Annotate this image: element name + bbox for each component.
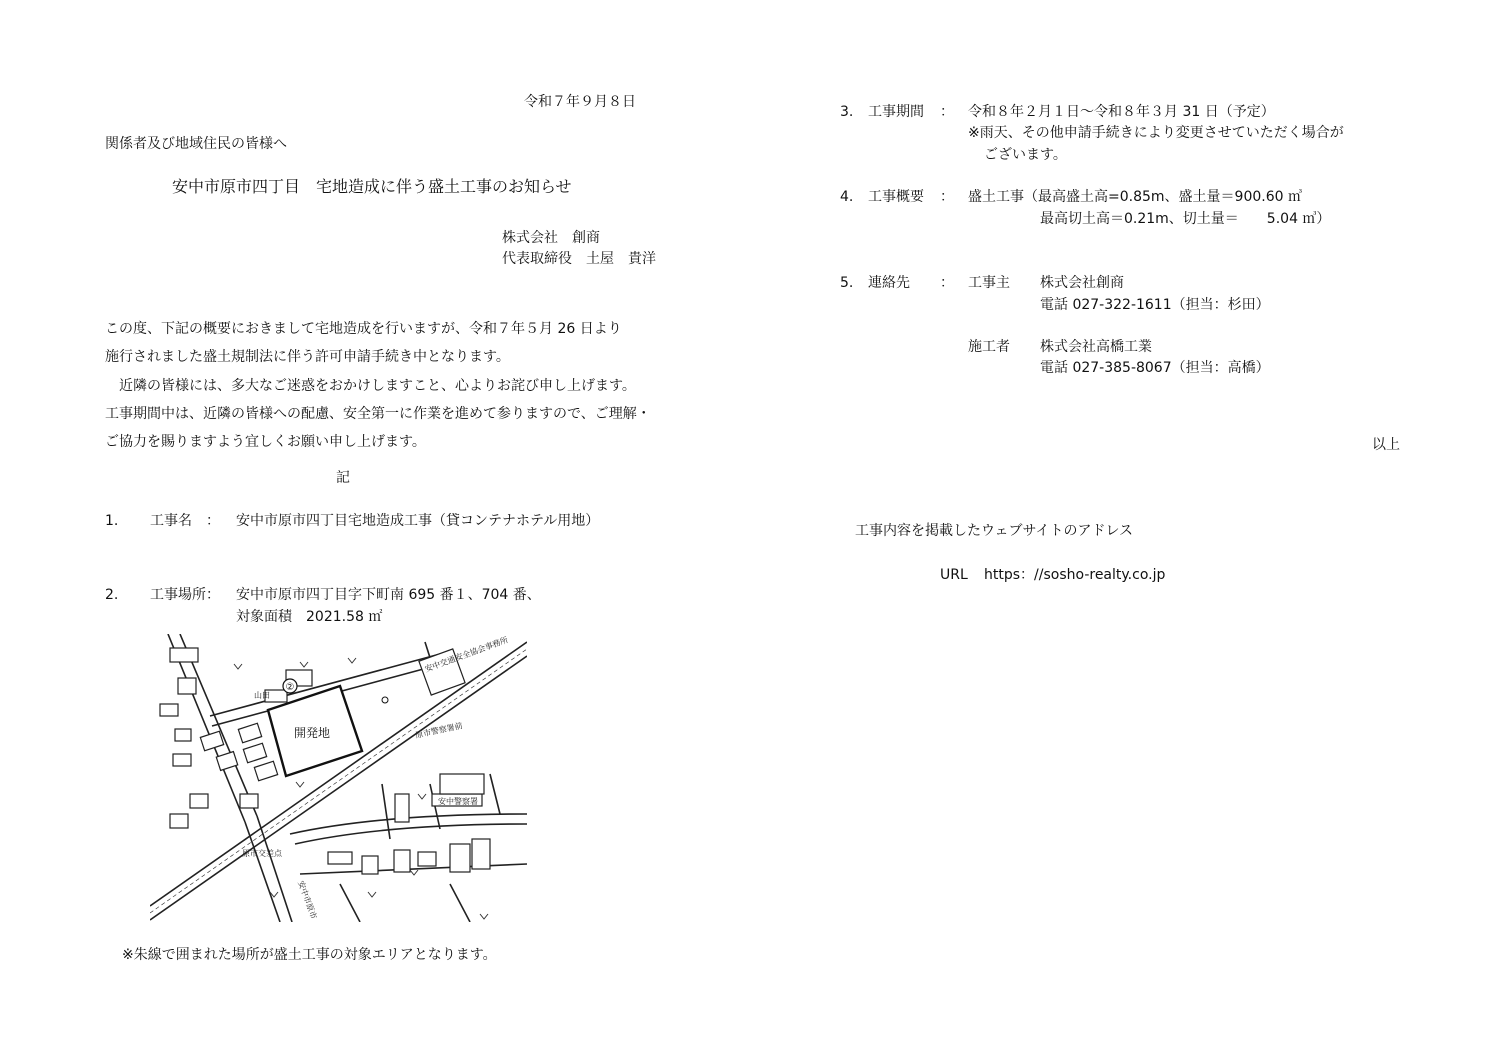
- body-line-3: 近隣の皆様には、多大なご迷惑をおかけしますこと、心よりお詫び申し上げます。: [119, 378, 636, 394]
- item3-colon: ：: [940, 104, 954, 120]
- website-heading: 工事内容を掲載したウェブサイトのアドレス: [855, 523, 1134, 539]
- map-circle-mark: ②: [285, 682, 295, 693]
- item5-label: 連絡先: [868, 275, 910, 291]
- representative-name: 代表取締役 土屋 貴洋: [502, 251, 656, 267]
- map-label-5: 安中市原市: [296, 879, 319, 921]
- item2-value: 安中市原市四丁目字下町南 695 番１、704 番、: [236, 587, 541, 603]
- body-line-2: 施行されました盛土規制法に伴う許可申請手続き中となります。: [105, 349, 510, 365]
- item3-label: 工事期間: [868, 104, 924, 120]
- company-name: 株式会社 創商: [502, 230, 600, 246]
- item4-colon: ：: [940, 189, 954, 205]
- notice-date: 令和７年９月８日: [524, 94, 636, 110]
- owner-role: 工事主: [968, 275, 1010, 291]
- item4-label: 工事概要: [868, 189, 924, 205]
- item1-label: 工事名 ：: [150, 513, 220, 529]
- item4-number: 4.: [840, 189, 854, 205]
- map-label-4: 原市交差点: [242, 849, 282, 858]
- url-label: URL: [940, 567, 968, 583]
- map-note: ※朱線で囲まれた場所が盛土工事の対象エリアとなります。: [122, 947, 497, 963]
- addressee: 関係者及び地域住民の皆様へ: [105, 136, 287, 152]
- ki-heading: 記: [336, 470, 350, 486]
- map-label-2: 山田: [254, 691, 270, 700]
- item3-note-1: ※雨天、その他申請手続きにより変更させていただく場合が: [968, 125, 1344, 141]
- notice-title: 安中市原市四丁目 宅地造成に伴う盛土工事のお知らせ: [172, 177, 572, 196]
- item1-value: 安中市原市四丁目宅地造成工事（貸コンテナホテル用地）: [236, 513, 600, 529]
- site-map: [150, 634, 527, 922]
- item3-value: 令和８年２月１日～令和８年３月 31 日（予定）: [968, 104, 1275, 120]
- contractor-tel: 電話 027-385-8067（担当：高橋）: [1040, 360, 1270, 376]
- item5-colon: ：: [940, 275, 954, 291]
- website-url-link[interactable]: https：//sosho-realty.co.jp: [984, 567, 1166, 583]
- contractor-name: 株式会社高橋工業: [1040, 339, 1152, 355]
- item3-number: 3.: [840, 104, 854, 120]
- body-line-5: ご協力を賜りますよう宜しくお願い申し上げます。: [105, 434, 426, 450]
- ijou-closing: 以上: [1372, 437, 1400, 453]
- owner-tel: 電話 027-322-1611（担当：杉田）: [1040, 297, 1270, 313]
- map-label-1: 原市警察署前: [414, 721, 464, 740]
- item3-note-2: ございます。: [984, 147, 1067, 163]
- item2-number: 2.: [105, 587, 119, 603]
- owner-name: 株式会社創商: [1040, 275, 1124, 291]
- item4-line-2: 最高切土高＝0.21m、切土量＝ 5.04 ㎥）: [1040, 211, 1331, 227]
- item1-number: 1.: [105, 513, 119, 529]
- body-line-4: 工事期間中は、近隣の皆様への配慮、安全第一に作業を進めて参りますので、ご理解・: [105, 406, 651, 422]
- item2-label: 工事場所：: [150, 587, 220, 603]
- body-line-1: この度、下記の概要におきまして宅地造成を行いますが、令和７年５月 26 日より: [105, 321, 622, 337]
- map-development-label: 開発地: [294, 726, 331, 740]
- item5-number: 5.: [840, 275, 854, 291]
- item2-area: 対象面積 2021.58 ㎡: [236, 609, 383, 625]
- contractor-role: 施工者: [968, 339, 1010, 355]
- map-label-3: 安中警察署: [438, 797, 478, 806]
- map-label-0: 安中交通安全協会事務所: [423, 635, 510, 674]
- item4-line-1: 盛土工事（最高盛土高=0.85m、盛土量＝900.60 ㎥: [968, 189, 1302, 205]
